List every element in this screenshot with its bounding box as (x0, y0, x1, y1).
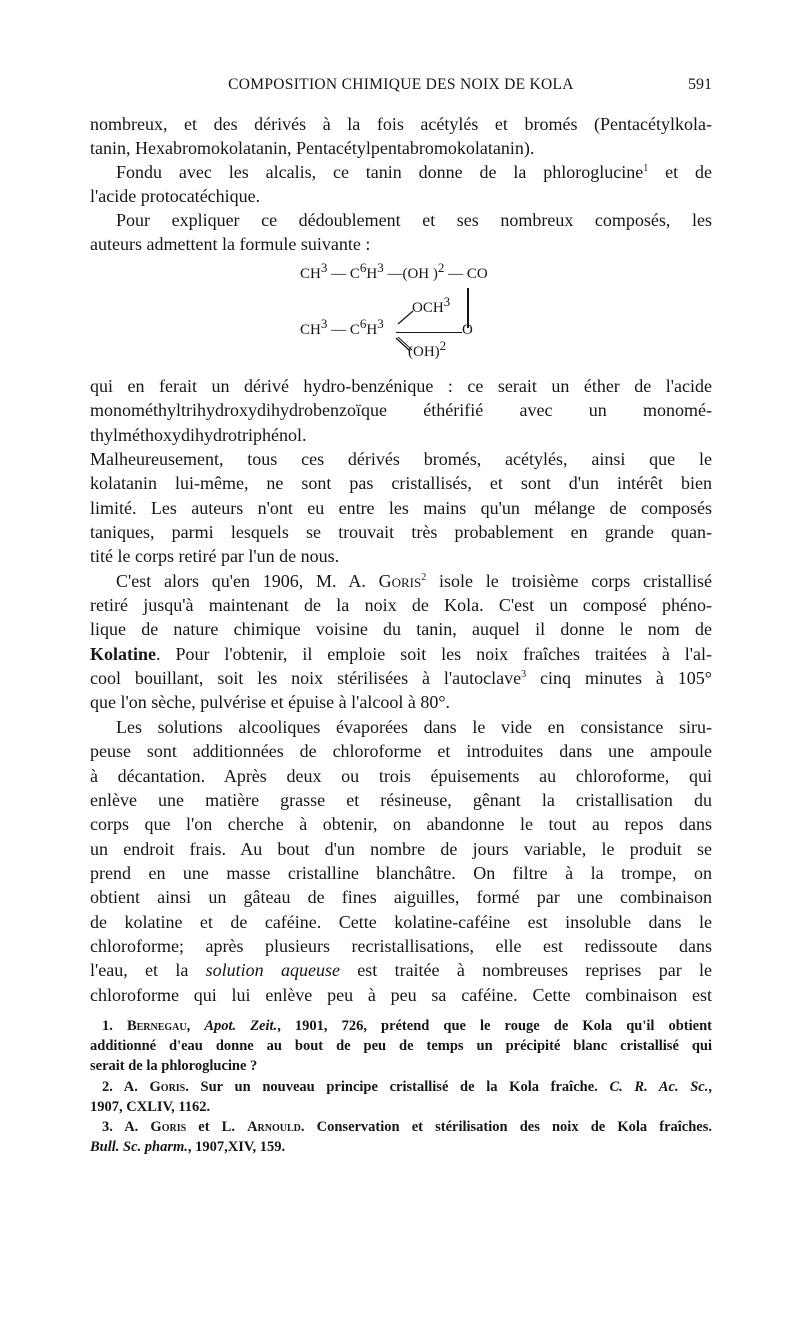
emphasis-text: solution aqueuse (205, 960, 340, 981)
bond-horizontal (396, 332, 462, 333)
paragraph-line: kolatanin lui-même, ne sont pas cristallisés, et sont d'un intérêt bien (90, 473, 712, 494)
paragraph-line: cool bouillant, soit les noix stérilisées à l'autoclave$^3$ cinq minutes à 105° (90, 668, 712, 689)
kolatine-term: Kolatine (90, 643, 156, 664)
author-name: Goris (378, 570, 422, 591)
footnote-3-line: Bull. Sc. pharm., 1907,XIV, 159. (90, 1139, 286, 1156)
formula-row-1: $CH^3$ — $C^6H^3$ —(OH )$^2$ — CO (300, 260, 488, 282)
footnote-ref: 3 (521, 669, 527, 681)
footnote-ref: 1 (643, 163, 649, 174)
running-title: COMPOSITION CHIMIQUE DES NOIX DE KOLA (228, 76, 574, 93)
formula-row-2: $CH^3$ — $C^6H^3$ (300, 316, 384, 338)
paragraph-line: tité le corps retiré par l'un de nous. (90, 546, 340, 567)
paragraph-line: peuse sont additionnées de chloroforme et introduites dans une ampoule (90, 741, 712, 762)
paragraph-line: chloroforme; après plusieurs recristallisations, elle est redissoute dans (90, 935, 712, 956)
paragraph-line: C'est alors qu'en 1906, M. A. Goris$^2$ isole le troisième corps cristallisé (116, 570, 712, 591)
formula-o: O (462, 322, 473, 338)
page-number: 591 (688, 76, 712, 93)
paragraph-line: l'eau, et la solution aqueuse est traitée à nombreuses reprises par le (90, 960, 713, 981)
formula-och: OCH$^3$ (412, 294, 451, 316)
paragraph-line: obtient ainsi un gâteau de fines aiguilles, formé par une combinaison (90, 887, 712, 908)
paragraph-line: retiré jusqu'à maintenant de la noix de Kola. C'est un composé phéno- (90, 595, 712, 616)
paragraph-line: enlève une matière grasse et résineuse, gênant la cristallisation du (90, 789, 712, 810)
body-text-top (90, 112, 712, 256)
running-head (90, 76, 712, 98)
paragraph-line: auteurs admettent la formule suivante : (90, 234, 371, 254)
formula-oh2: (OH)$^2$ (408, 338, 447, 360)
paragraph-line: Kolatine. Pour l'obtenir, il emploie soit les noix fraîches traitées à l'al- (90, 643, 712, 664)
paragraph-line: que l'on sèche, pulvérise et épuise à l'alcool à 80°. (90, 692, 451, 713)
footnote-2-line: 1907, CXLIV, 1162. (90, 1098, 211, 1115)
paragraph-line: monométhyltrihydroxydihydrobenzoïque éthérifié avec un monomé- (90, 400, 712, 421)
paragraph-line: à décantation. Après deux ou trois épuisements au chloroforme, qui (90, 765, 712, 786)
footnote-2: 2. A. Goris. Sur un nouveau principe cristallisé de la Kola fraîche. C. R. Ac. Sc., (102, 1078, 712, 1095)
footnotes (90, 1016, 712, 1157)
paragraph-line: de kolatine et de caféine. Cette kolatine-caféine est insoluble dans le (90, 911, 712, 932)
footnote-1: 1. Bernegau, Apot. Zeit., 1901, 726, prétend que le rouge de Kola qu'il obtient (102, 1018, 712, 1034)
paragraph-line: lique de nature chimique voisine du tanin, auquel il donne le nom de (90, 619, 712, 640)
chemical-formula (90, 258, 712, 368)
paragraph-line: tanin, Hexabromokolatanin, Pentacétylpentabromokolatanin). (90, 138, 535, 158)
paragraph-line: Fondu avec les alcalis, ce tanin donne de la phloroglucine$^1$ et de (116, 162, 712, 182)
footnote-3: 3. A. Goris et L. Arnould. Conservation et stérilisation des noix de Kola fraîches. (102, 1118, 712, 1135)
paragraph-line: thylméthoxydihydrotriphénol. (90, 424, 307, 445)
paragraph-line: taniques, parmi lesquels se trouvait très probablement en grande quan- (90, 522, 712, 543)
paragraph-line: nombreux, et des dérivés à la fois acétylés et bromés (Pentacétylkola- (90, 114, 712, 134)
footnote-1-line: serait de la phloroglucine ? (90, 1058, 258, 1075)
paragraph-line: Les solutions alcooliques évaporées dans le vide en consistance siru- (116, 716, 712, 737)
paragraph-line: Malheureusement, tous ces dérivés bromés, acétylés, ainsi que le (90, 449, 712, 470)
paragraph-line: limité. Les auteurs n'ont eu entre les mains qu'un mélange de composés (90, 497, 712, 518)
paragraph-line: un endroit frais. Au bout d'un nombre de jours variable, le produit se (90, 838, 712, 859)
bond-diagonal-up (396, 308, 416, 326)
paragraph-line: qui en ferait un dérivé hydro-benzénique : ce serait un éther de l'acide (90, 376, 712, 396)
paragraph-line: l'acide protocatéchique. (90, 186, 261, 206)
footnote-ref: 2 (421, 571, 427, 583)
paragraph-line: Pour expliquer ce dédoublement et ses nombreux composés, les (116, 210, 712, 230)
paragraph-line: prend en une masse cristalline blanchâtre. On filtre à la trompe, on (90, 862, 712, 883)
body-text-main (90, 374, 712, 1007)
paragraph-line: chloroforme qui lui enlève peu à peu sa caféine. Cette combinaison est (90, 984, 712, 1005)
footnote-1-line: additionné d'eau donne au bout de peu de temps un précipité blanc cristallisé qui (90, 1038, 712, 1055)
paragraph-line: corps que l'on cherche à obtenir, on abandonne le tout au repos dans (90, 814, 712, 835)
